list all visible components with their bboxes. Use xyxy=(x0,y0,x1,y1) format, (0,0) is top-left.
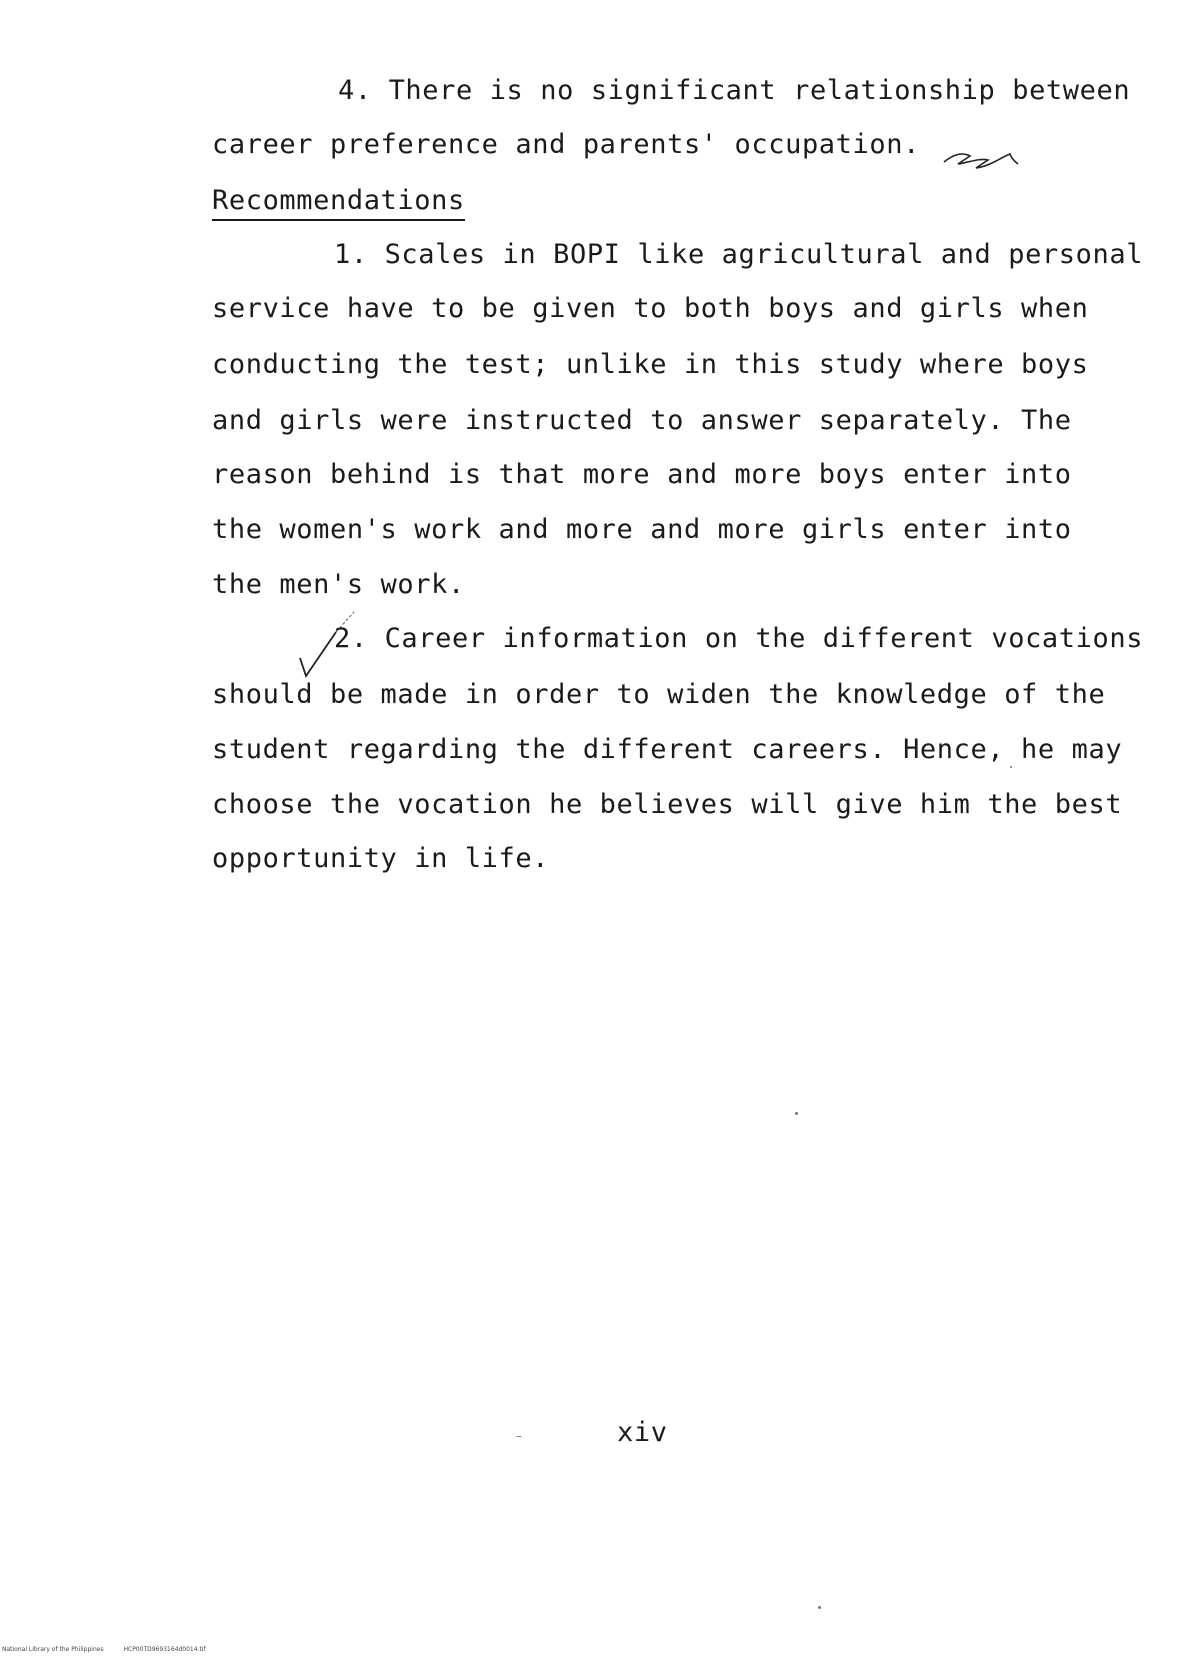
scan-speck xyxy=(1010,766,1012,768)
recommendation-1-line-6: the women's work and more and more girls enter into xyxy=(212,514,1072,545)
library-credit: National Library of the Philippines xyxy=(2,1646,104,1653)
recommendation-1-line-5: reason behind is that more and more boys enter into xyxy=(212,459,1072,490)
recommendation-2-line-1: 2. Career information on the different vocations xyxy=(334,623,1144,654)
recommendation-1-line-3: conducting the test; unlike in this study where boys xyxy=(212,349,1089,380)
recommendation-2-line-3: student regarding the different careers. Hence, he may xyxy=(212,734,1123,765)
scan-speck xyxy=(795,1112,798,1115)
recommendations-heading: Recommendations xyxy=(212,186,465,221)
scan-footer xyxy=(2,1646,224,1654)
handwritten-squiggle-mark xyxy=(940,140,1020,180)
finding-4-line-1: 4. There is no significant relationship between xyxy=(338,75,1131,106)
recommendation-2-line-2: should be made in order to widen the knowledge of the xyxy=(212,679,1106,710)
recommendation-1-line-2: service have to be given to both boys and girls when xyxy=(212,293,1089,324)
check-mark-icon xyxy=(296,606,356,686)
scan-speck xyxy=(818,1606,821,1609)
scan-file-id: HCP00TD9693164d0014.tif xyxy=(123,1646,206,1653)
page-number: xiv xyxy=(617,1417,668,1448)
recommendation-1-line-7: the men's work. xyxy=(212,569,465,600)
recommendation-2-line-5: opportunity in life. xyxy=(212,843,550,874)
recommendation-1-line-4: and girls were instructed to answer separately. The xyxy=(212,405,1072,436)
recommendation-2-line-4: choose the vocation he believes will give him the best xyxy=(212,789,1123,820)
recommendation-1-line-1: 1. Scales in BOPI like agricultural and personal xyxy=(334,239,1144,270)
scan-speck xyxy=(516,1436,522,1437)
finding-4-line-2: career preference and parents' occupation. xyxy=(212,129,920,160)
